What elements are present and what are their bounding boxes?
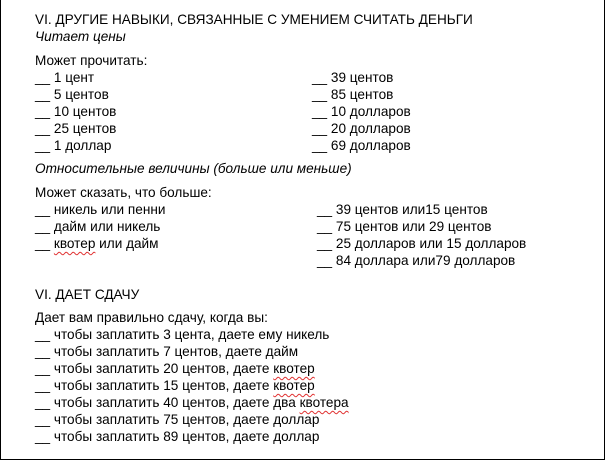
list-item: __ 10 долларов — [312, 104, 411, 119]
list-item: __ 20 долларов — [312, 121, 411, 136]
list-item: __ дайм или никель — [35, 219, 161, 234]
list-item: __ 39 центов или15 центов — [317, 202, 488, 217]
list-item: __ чтобы заплатить 3 цента, даете ему никель — [35, 327, 330, 342]
list-item: __ чтобы заплатить 40 центов, даете два квотера — [35, 395, 349, 410]
compare-list-right — [317, 201, 526, 269]
read-list-right — [312, 69, 411, 154]
spellcheck-word: квотера — [299, 395, 349, 410]
list-item: __ 1 доллар — [35, 138, 112, 153]
list-item: __ чтобы заплатить 75 центов, даете доллар — [35, 412, 320, 427]
spellcheck-word: квотер — [273, 361, 315, 376]
list-item: __ 25 центов — [35, 121, 117, 136]
list-item: __ 25 долларов или 15 долларов — [317, 236, 527, 251]
can-read-label: Может прочитать: — [35, 53, 148, 68]
section-1-title: VI. ДРУГИЕ НАВЫКИ, СВЯЗАННЫЕ С УМЕНИЕМ СЧИТАТЬ ДЕНЬГИ — [35, 12, 473, 27]
list-item: __ чтобы заплатить 15 центов, даете квотер — [35, 378, 315, 393]
list-item: __ 1 цент — [35, 70, 95, 85]
list-item: __ чтобы заплатить 7 центов, даете дайм — [35, 344, 299, 359]
list-item: __ чтобы заплатить 20 центов, даете квотер — [35, 361, 315, 376]
spellcheck-word: квотер — [53, 236, 96, 251]
subtitle-reads-prices: Читает цены — [35, 29, 126, 44]
spellcheck-word: квотер — [273, 378, 315, 393]
list-item: __ 85 центов — [312, 87, 394, 102]
list-item: __ 39 центов — [312, 70, 394, 85]
list-item: __ 10 центов — [35, 104, 117, 119]
list-item: __ квотер или дайм — [35, 236, 159, 251]
read-list-left — [35, 69, 116, 154]
list-item: __ 69 долларов — [312, 138, 411, 153]
list-item: __ никель или пенни — [35, 202, 166, 217]
list-item: __ 84 доллара или79 долларов — [317, 253, 516, 268]
subtitle-relative-values: Относительные величины (больше или меньше) — [35, 161, 352, 176]
section-2-title: VI. ДАЕТ СДАЧУ — [35, 287, 140, 302]
change-intro: Дает вам правильно сдачу, когда вы: — [35, 310, 268, 325]
can-say-label: Может сказать, что больше: — [35, 185, 212, 200]
list-item: __ 5 центов — [35, 87, 109, 102]
list-item: __ чтобы заплатить 89 центов, даете доллар — [35, 429, 320, 444]
change-list — [35, 326, 349, 445]
compare-list-left — [35, 201, 165, 252]
list-item: __ 75 центов или 29 центов — [317, 219, 492, 234]
